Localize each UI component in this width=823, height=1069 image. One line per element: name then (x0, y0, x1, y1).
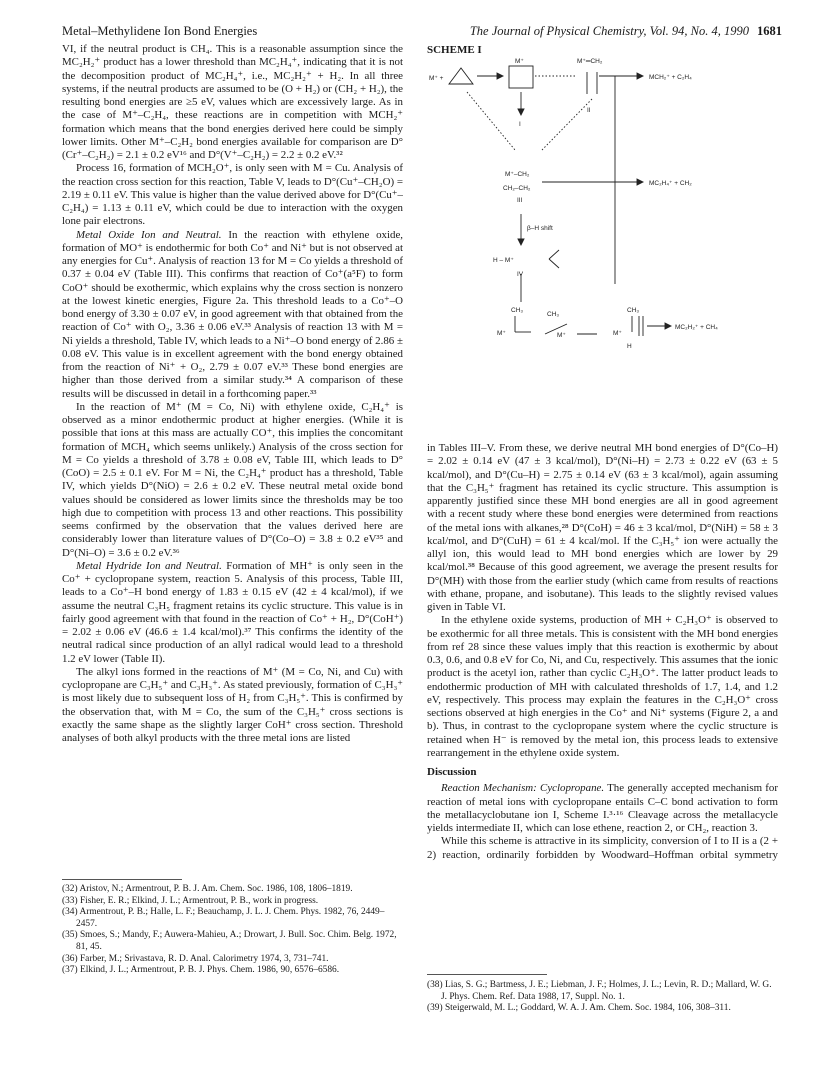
reference-item: (38) Lias, S. G.; Bartmess, J. E.; Liebman, J. F.; Holmes, J. L.; Levin, R. D.; Mallard, W. G. J. Phys. Chem. Ref. Data 1988, 17, Suppl. No. 1. (427, 980, 772, 1002)
paragraph-text: Formation of MH⁺ is only seen in the Co⁺ + cyclopropane system, reaction 5. Analysis of this process, Table III, leads to a Co⁺–H bond energy of 1.83 ± 0.15 eV (42 ± 4 kcal/mol), if we assume the neutral C₃H₅ fragment retains its cyclic structure. This value is in fairly good agreement with that found in the reaction of Co⁺ + H₂, D°(CoH⁺) = 2.02 ± 0.06 eV (46.6 ± 1.4 kcal/mol).³⁷ This confirms the identity of the neutral radical since production of an allyl radical would lead to a threshold 1.2 eV lower (Table II). (62, 559, 403, 665)
label-IV: IV (517, 271, 524, 278)
h-label: H (627, 343, 632, 350)
runin-heading: Reaction Mechanism: Cyclopropane. (441, 782, 605, 795)
hydride-label: H – M⁺ (493, 257, 514, 264)
footnote-rule (427, 974, 547, 975)
reference-item: (33) Fisher, E. R.; Elkind, J. L.; Armentrout, P. B., work in progress. (62, 895, 319, 906)
running-head: Metal–Methylidene Ion Bond Energies (62, 24, 258, 38)
paragraph (62, 666, 403, 746)
paragraph-text: in Tables III–V. From these, we derive neutral MH bond energies of D°(Co–H) = 2.02 ± 0.14 eV (47 ± 3 kcal/mol), D°(Ni–H) = 2.73 ± 0.22 eV (63 ± 5 kcal/mol), and D°(Cu–H) = 2.75 ± 0.14 eV (63 ± 3 kcal/mol), again assuming that the C₃H₅⁺ fragment has retained its cyclic structure. This assumption is apparently justified since these MH bond energies are all in good agreement with a recent study where these bond energies were determined from reactions of the metal ions with alkanes,²⁸ D°(CoH) = 46 ± 3 kcal/mol, D°(NiH) = 58 ± 3 kcal/mol, and D°(CuH) = 61 ± 4 kcal/mol. If the C₃H₅⁺ ion were actually the allyl ion, this would lead to MH bond energies which are lower by 29 kcal/mol.³⁸ Because of this good agreement, we average the present results for D°(MH) with those from the earlier study (which came from results of reactions with ethane, propane, and isobutane). This leads to the slightly revised values given in Table VI. (427, 442, 778, 613)
label-I: I (519, 121, 521, 128)
product-a-label: MCH₂⁺ + C₂H₄ (649, 74, 692, 81)
biradical-bottom: CH₂–CH₂ (503, 185, 531, 192)
runin-heading: Metal Hydride Ion and Neutral. (76, 559, 222, 572)
product-b-label: MC₂H₄⁺ + CH₂ (649, 180, 692, 187)
paragraph-text: Process 16, formation of MCH₂O⁺, is only seen with M = Cu. Analysis of the reaction cross section for this reaction, Table V, leads to D°(Cu⁺–CH₂O) = 2.19 ± 0.11 eV. This value is higher than the value derived above for D°(Cu⁺–C₂H₄) = 1.13 ± 0.11 eV, which could be due to interaction with the oxygen lone pair electrons. (62, 162, 403, 228)
reference-item: (39) Steigerwald, M. L.; Goddard, W. A. J. Am. Chem. Soc. 1984, 106, 308–311. (427, 1003, 731, 1014)
reference-item: (36) Farber, M.; Srivastava, R. D. Anal. Calorimetry 1974, 3, 731–741. (62, 953, 329, 964)
carbene-label: M⁺═CH₂ (577, 58, 603, 65)
label-III: III (517, 197, 523, 204)
metal-b: M⁺ (557, 332, 566, 339)
reactant-label: M⁺ + (429, 75, 444, 82)
paragraph (427, 442, 778, 614)
paragraph-text: While this scheme is attractive in its simplicity, conversion of I to II is a (2 + 2) reaction, ordinarily forbidden by Woodward–Hoffman orbital symmetry (427, 835, 778, 861)
scheme-figure (427, 44, 787, 436)
ring-metal-label: M⁺ (515, 58, 524, 65)
paragraph-text: The alkyl ions formed in the reactions of M⁺ (M = Co, Ni, and Cu) with cyclopropane are C₃H₅⁺ and C₃H₃⁺. As stated previously, formation of C₃H₃⁺ is most likely due to subsequent loss of H₂ from C₃H₅⁺. This is confirmed by the observation that, with M = Co, the sum of the C₃H₅⁺ cross sections is exactly the same shape as the slightly larger CoH⁺ cross section. Threshold analyses of both alkyl products with the three metal ions are listed (62, 665, 403, 744)
product-c-label: MC₂H₂⁺ + CH₄ (675, 324, 718, 331)
paragraph (427, 782, 778, 835)
scheme-diagram (427, 54, 787, 434)
reference-item: (32) Aristov, N.; Armentrout, P. B. J. Am. Chem. Soc. 1986, 108, 1806–1819. (62, 884, 353, 894)
paragraph (62, 162, 403, 228)
ch3-b: CH₃ (547, 311, 560, 318)
biradical-top: M⁺–CH₂ (505, 171, 530, 178)
arrow-head (497, 73, 503, 79)
reference-item: (34) Armentrout, P. B.; Halle, L. F.; Beauchamp, J. L. J. Chem. Phys. 1982, 76, 2449–2457. (62, 907, 385, 929)
paragraph-text: In the reaction of M⁺ (M = Co, Ni) with ethylene oxide, C₂H₄⁺ is observed as a minor endothermic product at higher energies. (While it is possible that ions at this mass are actually CO⁺, this implies the concomitant formation of MCH₄ which seems unlikely.) Analysis of the cross section for M = Co yields a threshold of 3.78 ± 0.08 eV, Table III, which leads to D°(CoO) = 2.5 ± 0.1 eV. For M = Ni, the C₂H₄⁺ product has a threshold, Table IV, which yields D°(NiO) = 2.6 ± 0.2 eV. These neutral metal oxide bond values should be considered as lower limits since the thresholds may be too high due to competition with process 13 and other reactions. This possibility seems confirmed by the observation that the values derived here are considerably lower than literature values of D°(Co–O) = 3.8 ± 0.2 eV³⁵ and D°(Ni–O) = 3.6 ± 0.2 eV.³⁶ (62, 400, 403, 559)
cyclopropane-ring (449, 68, 473, 84)
scheme-title: SCHEME I (427, 44, 482, 56)
paragraph-text: In the reaction with ethylene oxide, formation of MO⁺ is endothermic for both Co⁺ and Ni⁺ but is not observed at any energies for Cu⁺. Analysis of reaction 13 for M = Co yields a threshold of 0.37 ± 0.04 eV (Table III). This confirms that reaction of Co⁺(a⁵F) to form CoO⁺ should be exothermic, which explains why the cross section is nonzero at the lowest kinetic energies, Figure 2a. This threshold leads to a Co⁺–O bond energy of 3.30 ± 0.07 eV, in good agreement with that obtained from the reaction of Co⁺ with O₂, 3.36 ± 0.06 eV.³³ Analysis of reaction 13 with M = Ni yields a threshold, Table IV, which leads to a Ni⁺–O bond energy of 2.86 ± 0.08 eV. This value is in excellent agreement with the bond energy obtained from the reaction of Ni⁺ + O₂, 2.79 ± 0.07 eV.³³ These bond energies are higher than those derived from a similar study.³⁴ A comparison of these results will be discussed in detail in a forthcoming paper.³³ (62, 228, 403, 400)
paragraph-text: The generally accepted mechanism for reaction of metal ions with cyclopropane entails C–C bond activation to form the metallacyclobutane ion I, Scheme I.³·¹⁶ Cleavage across the metallacycle yields intermediate II, which can lose ethene, reaction 2, or CH₂, reaction 3. (427, 782, 778, 834)
metal-c: M⁺ (613, 330, 622, 337)
paragraph (427, 614, 778, 760)
metallacycle-square (509, 66, 533, 88)
reference-item: (37) Elkind, J. L.; Armentrout, P. B. J. Phys. Chem. 1986, 90, 6576–6586. (62, 965, 340, 976)
section-heading: Discussion (427, 766, 477, 778)
left-column (62, 43, 403, 875)
ch3-c: CH₃ (627, 307, 640, 314)
paragraph (427, 835, 778, 863)
paragraph-text: In the ethylene oxide systems, production of MH + C₂H₃O⁺ is observed to be exothermic for all three metals. This is consistent with the MH bond energies from ref 28 since these values imply that this reaction is exothermic by about 0.3, 0.6, and 0.8 eV for Co, Ni, and Cu, respectively. This assumes that the ionic product is the acetyl ion, rather than cyclic C₂H₃O⁺. The latter product leads to endothermic production of MH with calculated thresholds of 1.7, 1.4, and 1.2 eV, respectively. This process may explain the features in the C₂H₃O⁺ cross sections observed at high energies in the Co⁺ and Ni⁺ systems (Figure 2, a and b). Thus, in contrast to the cyclopropane system where the cyclic structure is retained when H⁻ is removed by the metal ion, this process leads to extensive rearrangement in the ethylene oxide system. (427, 614, 778, 759)
paragraph-text: VI, if the neutral product is CH₄. This is a reasonable assumption since the MC₂H₂⁺ product has a lower threshold than MC₂H₄⁺, indicating that it is not the decomposition product of MC₂H₄⁺, i.e., MC₂H₂⁺ + H₂. In all three systems, if the neutral products are assumed to be (O + H₂) or (CH₂ + H₂), the resulting bond energies are ≥5 eV, values which are excessively large. As in the case of M⁺–C₂H₄, these reactions are in competition with MCH₂⁺ formation which means that the bond energies derived here could be simply lower limits. Other M⁺–C₂H₂ bond energies available for comparison are D°(Cr⁺–C₂H₂) = 2.1 ± 0.2 eV¹⁶ and D°(V⁺–C₂H₂) = 2.2 ± 0.2 eV.³² (62, 43, 403, 161)
metal-a: M⁺ (497, 330, 506, 337)
paragraph (62, 560, 403, 666)
paragraph (62, 229, 403, 401)
label-II: II (587, 107, 591, 114)
paragraph (62, 401, 403, 560)
references-right (427, 980, 778, 1015)
footnote-rule (62, 879, 182, 880)
page-number: 1681 (757, 24, 782, 38)
paragraph (62, 43, 403, 162)
ch3-a: CH₃ (511, 307, 524, 314)
right-column (427, 442, 778, 863)
journal-name: The Journal of Physical Chemistry, Vol. 94, No. 4, 1990 (469, 24, 749, 38)
references-left (62, 884, 403, 977)
reference-item: (35) Smoes, S.; Mandy, F.; Auwera-Mahieu, A.; Drowart, J. Bull. Soc. Chim. Belg. 1972, 81, 45. (62, 930, 397, 952)
beta-h-shift-label: β–H shift (527, 225, 553, 232)
runin-heading: Metal Oxide Ion and Neutral. (76, 228, 222, 241)
journal-citation (470, 24, 782, 39)
